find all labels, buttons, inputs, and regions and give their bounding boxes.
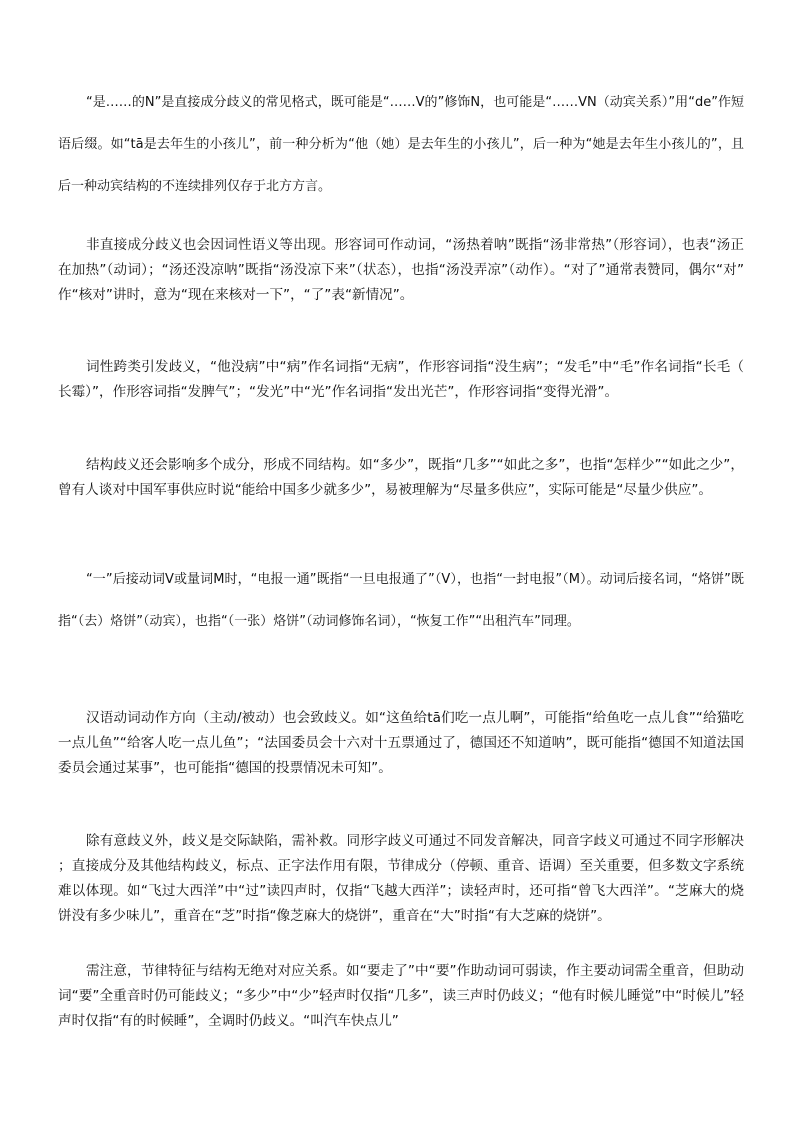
paragraph-6: 汉语动词动作方向（主动/被动）也会致歧义。如“这鱼给tā们吃一点儿啊”，可能指“给鱼吃一点儿食”“给猫吃一点儿鱼”“给客人吃一点儿鱼”；“法国委员会十六对十五票通过了，德国还不知道呐”，既可能指“德国不知道法国委员会通过某事”，也可能指“德国的投票情况未可知”。 (58, 710, 744, 776)
paragraph-1: “是……的N”是直接成分歧义的常见格式，既可能是“……V的”修饰N，也可能是“……VN（动宾关系）”用“de”作短语后缀。如“tā是去年生的小孩儿”，前一种分析为“他（她）是去年生的小孩儿”，后一种为“她是去年生小孩儿的”，且后一种动宾结构的不连续排列仅存于北方方言。 (58, 95, 744, 194)
paragraph-7: 除有意歧义外，歧义是交际缺陷，需补救。同形字歧义可通过不同发音解决，同音字歧义可通过不同字形解决；直接成分及其他结构歧义，标点、正字法作用有限，节律成分（停顿、重音、语调）至关重要，但多数文字系统难以体现。如“飞过大西洋”中“过”读四声时，仅指“飞越大西洋”；读轻声时，还可指“曾飞大西洋”。“芝麻大的烧饼没有多少味儿”，重音在“芝”时指“像芝麻大的烧饼”，重音在“大”时指“有大芝麻的烧饼”。 (58, 833, 744, 924)
paragraph-4: 结构歧义还会影响多个成分，形成不同结构。如“多少”，既指“几多”“如此之多”，也指“怎样少”“如此之少”，曾有人谈对中国军事供应时说“能给中国多少就多少”，易被理解为“尽量多供应”，实际可能是“尽量少供应”。 (58, 457, 744, 498)
paragraph-3: 词性跨类引发歧义，“他没病”中“病”作名词指“无病”，作形容词指“没生病”；“发毛”中“毛”作名词指“长毛（长霉）”，作形容词指“发脾气”；“发光”中“光”作名词指“发出光芒”，作形容词指“变得光滑”。 (58, 359, 744, 400)
paragraph-8: 需注意，节律特征与结构无绝对对应关系。如“要走了”中“要”作助动词可弱读，作主要动词需全重音，但助动词“要”全重音时仍可能歧义；“多少”中“少”轻声时仅指“几多”，读三声时仍歧义；“他有时候儿睡觉”中“时候儿”轻声时仅指“有的时候睡”，全调时仍歧义。“叫汽车快点儿” (58, 963, 744, 1029)
paragraph-2: 非直接成分歧义也会因词性语义等出现。形容词可作动词，“汤热着呐”既指“汤非常热”（形容词），也表“汤正在加热”（动词）；“汤还没凉呐”既指“汤没凉下来”（状态），也指“汤没弄凉”（动作）。“对了”通常表赞同，偶尔“对”作“核对”讲时，意为“现在来核对一下”，“了”表“新情况”。 (58, 237, 744, 303)
paragraph-5: “一”后接动词V或量词M时，“电报一通”既指“一旦电报通了”（V），也指“一封电报”（M）。动词后接名词，“烙饼”既指“（去）烙饼”（动宾），也指“（一张）烙饼”（动词修饰名词），“恢复工作”“出租汽车”同理。 (58, 572, 744, 629)
